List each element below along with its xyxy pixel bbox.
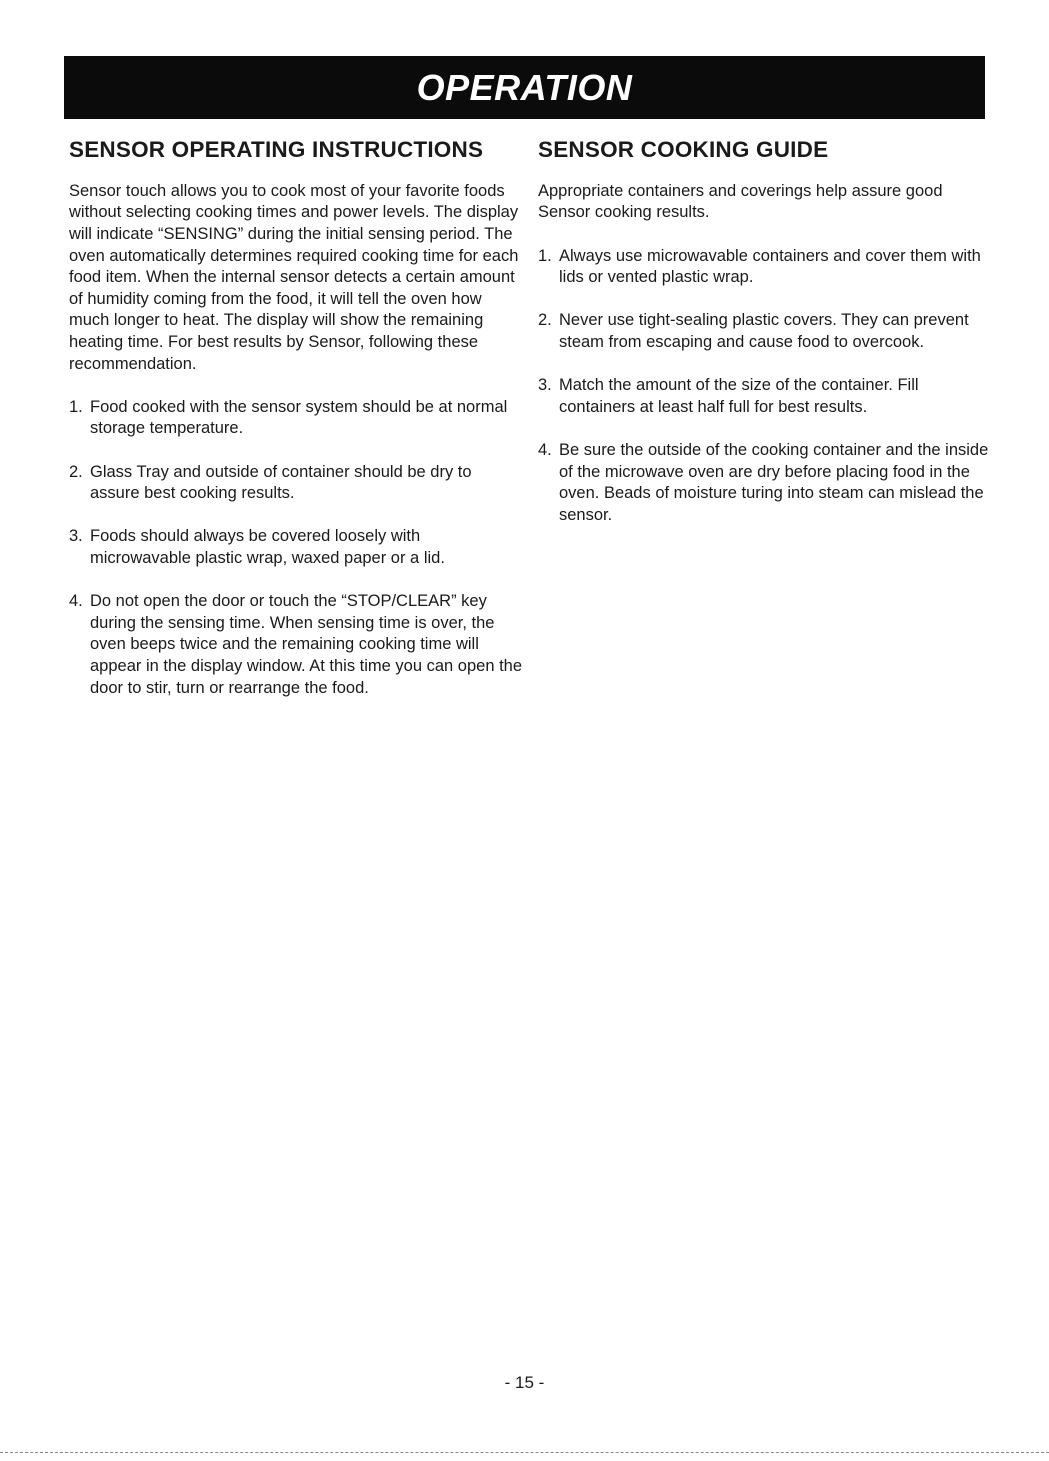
item-text: Food cooked with the sensor system should be at normal storage temperature. [90,397,508,438]
item-text: Foods should always be covered loosely with microwavable plastic wrap, waxed paper or a lid. [90,527,445,567]
list-item [69,526,524,569]
list-item [69,591,524,699]
list-item [538,246,990,289]
banner-title: OPERATION [416,66,633,108]
item-number: 4. [69,592,83,611]
right-heading: SENSOR COOKING GUIDE [538,137,829,162]
item-text: Do not open the door or touch the “STOP/CLEAR” key during the sensing time. When sensing time is over, the oven beeps twice and the remaining cooking time will appear in the display window. At this time you can open the door to stir, turn or rearrange the food. [90,592,523,697]
item-number: 3. [69,527,83,546]
item-number: 1. [69,397,83,416]
list-item [538,310,990,353]
list-item [69,462,524,505]
item-text: Be sure the outside of the cooking container and the inside of the microwave oven are dry before placing food in the oven. Beads of moisture turing into steam can mislead the sensor. [559,441,989,524]
page-number: - 15 - [504,1373,545,1392]
item-text: Always use microwavable containers and cover them with lids or vented plastic wrap. [559,246,981,287]
item-text: Glass Tray and outside of container should be dry to assure best cooking results. [90,462,472,503]
sensor-cooking-guide-column [538,137,990,548]
item-number: 3. [538,376,552,395]
left-heading: SENSOR OPERATING INSTRUCTIONS [69,137,484,162]
right-intro: Appropriate containers and coverings help assure good Sensor cooking results. [538,181,943,222]
item-number: 2. [538,311,552,330]
list-item [69,397,524,440]
sensor-operating-instructions-column [69,137,524,721]
left-steps-list [69,397,524,699]
item-text: Match the amount of the size of the container. Fill containers at least half full for best results. [559,376,919,416]
right-steps-list [538,246,990,527]
bottom-divider [0,1452,1049,1453]
item-number: 2. [69,462,83,481]
item-number: 4. [538,441,552,459]
list-item [538,375,990,418]
item-text: Never use tight-sealing plastic covers. They can prevent steam from escaping and cause food to overcook. [559,311,969,352]
left-intro: Sensor touch allows you to cook most of your favorite foods without selecting cooking times and power levels. The display will indicate “SENSING” during the initial sensing period. The oven automatically determines required cooking time for each food item. When the internal sensor detects a certain amount of humidity coming from the food, it will tell the oven how much longer to heat. The display will show the remaining heating time. For best results by Sensor, following these recommendation. [69,181,519,373]
section-banner [64,56,985,119]
list-item [538,440,990,526]
item-number: 1. [538,246,552,265]
